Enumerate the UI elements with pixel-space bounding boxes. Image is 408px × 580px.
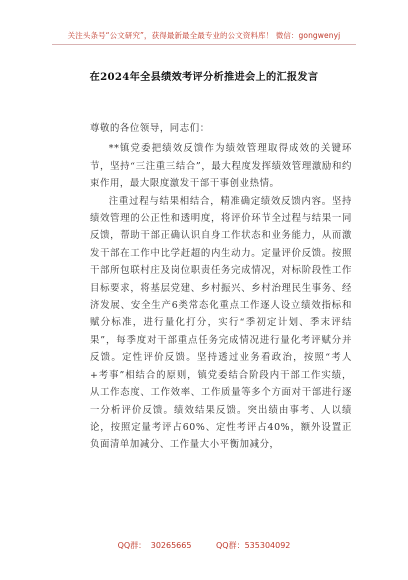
footer-qq-groups	[0, 540, 408, 551]
header-promo-note: 关注头条号“公文研究”，获得最新最全最专业的公文资料库！ 微信：gongwenyj	[67, 31, 341, 40]
footer-qq-group-1: QQ群： 30265665	[117, 541, 192, 550]
paragraph-2: 注重过程与结果相结合，精准确定绩效反馈内容。坚持绩效管理的公正性和透明度，将评价环节全过程与结果一同反馈，帮助干部正确认识自身工作状态和业务能力，从而激发干部在工作中比学赶超的内生动力。定量评价反馈。按照干部所包联村庄及岗位职责任务完成情况，对标阶段性工作目标要求，将基层党建、乡村振兴、乡村治理民生事务、经济发展、安全生产6类常态化重点工作逐人设立绩效指标和赋分标准，进行量化打分，实行“季初定计划、季末评结果”，每季度对干部重点任务完成情况进行量化考评赋分并反馈。定性评价反馈。坚持透过业务看政治，按照“考人+考事”相结合的原则，镇党委结合阶段内干部工作实绩，从工作态度、工作效率、工作质量等多个方面对干部进行逐一分析评价反馈。绩效结果反馈。突出绩由事考、人以绩论，按照定量考评占60%、定性考评占40%，额外设置正负面清单加减分、工作量大小平衡加减分，	[90, 195, 352, 451]
footer-qq-group-2: QQ群：535304092	[216, 541, 291, 550]
paragraph-1: **镇党委把绩效反馈作为绩效管理取得成效的关键环节，坚持“三注重三结合”，最大程度发挥绩效管理激励和约束作用，最大限度激发干部干事创业热情。	[90, 143, 352, 190]
salutation: 尊敬的各位领导，同志们：	[90, 123, 210, 134]
header-divider	[52, 44, 356, 45]
document-body	[90, 120, 352, 454]
document-title: 在2024年全县绩效考评分析推进会上的汇报发言	[89, 71, 319, 83]
